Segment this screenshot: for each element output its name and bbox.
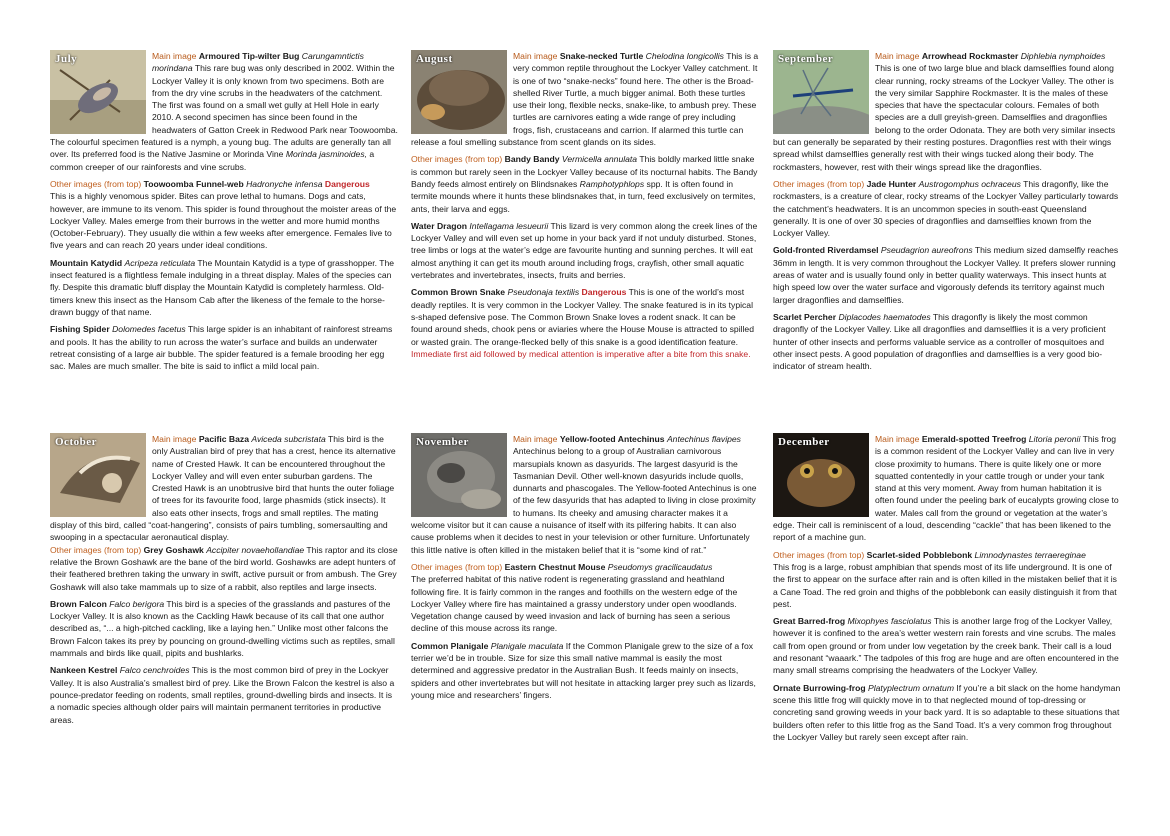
other-images-label: Other images (from top) bbox=[773, 549, 865, 560]
other-entry bbox=[50, 598, 398, 659]
main-image-label: Main image bbox=[875, 434, 920, 444]
species-name: Gold-fronted Riverdamsel bbox=[773, 245, 879, 256]
species-name: Brown Falcon bbox=[50, 598, 107, 609]
scientific-name: Mixophyes fasciolatus bbox=[847, 616, 932, 627]
december-section bbox=[773, 433, 1121, 748]
main-image-label: Main image bbox=[513, 51, 558, 61]
october-section bbox=[50, 433, 398, 731]
species-name: Pacific Baza bbox=[198, 434, 249, 444]
december-photo bbox=[773, 433, 869, 517]
scientific-name: Planigale maculata bbox=[490, 640, 564, 651]
description: This is the most common bird of prey in the Lockyer Valley. It is also Australia’s smallest bird of prey. Like the Brown Falcon the kestrel is also a pounce-predator feeding on rodents, small reptiles, ground-dwelling birds and insects. It is a nomadic species although older pairs will maintain permanent territories in productive areas. bbox=[50, 665, 395, 725]
description: Antechinus belong to a group of Australian carnivorous marsupials known as dasyurids. The largest dasyurid is the Tasmanian Devil. Other well-known dasyurids include quolls, dunnarts and phascogales. The Yellow-footed Antechinus is one of the few dasyurids that has adapted to living in close proximity to humans. Its cheeky and amusing character makes it a welcome visitor but it can cause a nuisance of itself with its pilfering habits. It can also cause problems when it decides to nest in your television or other furniture. Unfortunately this little native is often killed in the mistaken belief that it is “some kind of rat.” bbox=[411, 446, 757, 555]
species-name: Scarlet Percher bbox=[773, 311, 837, 322]
description: a common creeper of our rainforests and vine scrubs. bbox=[50, 149, 375, 172]
description: This lizard is very common along the creek lines of the Lockyer Valley and will even set up home in your back yard if not unduly disturbed. Stones, tree limbs or logs at the water’s edge are favourite hunting and sunning perches. It will eat almost anything it can get its mouth around including frogs, crayfish, other small aquatic vertebrates and invertebrates, insects, fruits and berries. bbox=[411, 220, 758, 281]
other-entry bbox=[773, 615, 1121, 676]
september-photo bbox=[773, 50, 869, 134]
description: This medium sized damselfly reaches 36mm in length. It is very common throughout the Lockyer Valley. It prefers slower running areas of water and is usually found only in better quality waterways. This insect hunts at high speed low over the water surface and vigorously defends its territory against much larger dragonflies and damselflies. bbox=[773, 245, 1119, 305]
description: This raptor and its close relative the Brown Goshawk are the bane of the bird world. Goshawks are adept hunters of their feathered brethren taking the unwary in swift, active pursuit or from ambush. The Grey Goshawk will also take mammals up to size of a rabbit, also reptiles and large insects. bbox=[50, 544, 398, 592]
description: This dragonfly is likely the most common dragonfly of the Lockyer Valley. Like all dragonflies and damselflies it is a very proficient hunter of other insects and performs valuable service as a controller of mosquitoes and other insect pests. A good population of dragonflies and damselflies is a very good bio-indicator of stream health. bbox=[773, 311, 1106, 372]
description: The Mountain Katydid is a type of grasshopper. The insect featured is a flightless female indulging in a threat display. Males of the species can fly. Despite this dramatic bluff display the Mountain Katydid is completely harmless. Old-timers knew this insect as the Hansom Cab after the likeness of the female to the horse-drawn buggy of that name. bbox=[50, 257, 395, 317]
scientific-name: Acripeza reticulata bbox=[124, 257, 196, 268]
species-name: Bandy Bandy bbox=[504, 154, 560, 165]
scientific-name: Falco berigora bbox=[109, 598, 165, 609]
description: This is another large frog of the Lockyer Valley, however it is confined to the area’s wetter western rain forests and vine scrubs. The males call from open ground or from under low vegetation by the creek bank. Their call is a loud and resonant “waaark.” The tadpoles of this frog are huge and are often encountered in the many small streams comprising the headwaters of the Lockyer Valley. bbox=[773, 616, 1119, 676]
first-aid-warning: Immediate first aid followed by medical attention is imperative after a bite from this snake. bbox=[411, 348, 751, 359]
other-images-label: Other images (from top) bbox=[411, 561, 503, 572]
description: This boldly marked little snake is common but rarely seen in the Lockyer Valley because of its nocturnal habits. The Bandy Bandy feeds almost entirely on Blindsnakes bbox=[411, 154, 758, 189]
month-label: October bbox=[55, 436, 97, 448]
species-name: Great Barred-frog bbox=[773, 616, 846, 627]
other-entry bbox=[773, 549, 1121, 610]
august-section bbox=[411, 50, 759, 365]
description: This is one of the world’s most deadly reptiles. It is very common in the Lockyer Valley. The snake featured is in its typical s-shaped defensive pose. The Common Brown Snake loves a rodent snack. It can be found around sheds, chook pens or aviaries where the House Mouse is attracted to spilled or wasted grain. The orange-flecked belly of this snake is a good identification feature. bbox=[411, 287, 754, 347]
other-entry bbox=[773, 311, 1121, 372]
species-name: Emerald-spotted Treefrog bbox=[921, 434, 1027, 444]
scientific-name: Pseudonaja textilis bbox=[507, 287, 580, 298]
scientific-name: Aviceda subcristata bbox=[251, 434, 326, 444]
scientific-name: Antechinus flavipes bbox=[666, 434, 741, 444]
other-entry bbox=[773, 682, 1121, 743]
scientific-name: Carungamntictis morindana bbox=[152, 51, 364, 74]
description: This frog is a common resident of the Lockyer Valley and can live in very close proximity to humans. There is quite likely one or more squatted contentedly in your cattle trough or under your tank stand at this very moment. Away from human habitation it is often found under the peeling bark of eucalypts growing close to water. Males call from the ground or vegetation at the water’s edge. Their call is reminiscent of a loud, descending “cackle” that has been likened to the report of a machine gun. bbox=[773, 434, 1119, 543]
description: If you’re a bit slack on the home handyman scene this little frog will quickly move in to that neglected mound of top-dressing or concreting sand growing weeds in your back yard. It is so adaptable to these situations that builders often refer to this little frog as the Sand Toad. It’s a very common frog throughout the Lockyer Valley but rarely seen except after rain. bbox=[773, 682, 1121, 742]
scientific-name: Chelodina longicollis bbox=[645, 51, 724, 61]
scientific-name: Platyplectrum ornatum bbox=[868, 682, 954, 693]
scientific-name: Diplacodes haematodes bbox=[838, 311, 931, 322]
scientific-name: Pseudomys gracilicaudatus bbox=[607, 561, 713, 572]
other-entry bbox=[411, 286, 759, 360]
other-entry bbox=[773, 244, 1121, 305]
description: This is a highly venomous spider. Bites can prove lethal to humans. Dogs and cats, however, are immune to its venom. This spider is found throughout the moister areas of the Lockyer Valley. Males emerge from their burrows in the wetter and more humid months (October-February). They usually die within a few weeks after emergence. Females live to five years and can reach 20 years under ideal conditions. bbox=[50, 191, 397, 251]
description: spp. It is often found in termite mounds where it hunts these blindsnakes that, in turn, feed exclusively on termites, ants, their larva and eggs. bbox=[411, 178, 756, 214]
description: This bird is the only Australian bird of prey that has a crest, hence its alternative name of Crested Hawk. It can be encountered throughout the Lockyer Valley and will even enter suburban gardens. The Crested Hawk is an unobtrusive bird that hunts the outer foliage of trees for its favourite food, large phasmids (stick insects). It also eats other insects, frogs and small reptiles. The mating display of this bird, called “coat-hangering”, consists of pairs tumbling, somersaulting and swooping in a spectacular aeronautical display. bbox=[50, 434, 396, 543]
description: The preferred habitat of this native rodent is regenerating grassland and heathland following fire. It is fairly common in the ranges and foothills on the western edge of the Lockyer Valley where fire has maintained a grassy understory under open woodlands. Vegetation change caused by weed invasion and lack of burning has seen a serious decline of this mouse across its range. bbox=[411, 574, 738, 634]
month-label: December bbox=[778, 436, 830, 448]
scientific-name: Falco cenchroides bbox=[119, 665, 190, 676]
species-name: Yellow-footed Antechinus bbox=[559, 434, 665, 444]
month-label: July bbox=[55, 53, 78, 65]
species-name: Scarlet-sided Pobblebonk bbox=[866, 549, 973, 560]
dangerous-badge: Dangerous bbox=[581, 287, 627, 298]
main-image-label: Main image bbox=[152, 434, 197, 444]
other-entry bbox=[411, 561, 759, 635]
other-entry bbox=[50, 257, 398, 318]
scientific-name: Limnodynastes terraereginae bbox=[974, 549, 1086, 560]
scientific-name: Accipiter novaehollandiae bbox=[206, 544, 305, 555]
october-photo bbox=[50, 433, 146, 517]
other-images-label: Other images (from top) bbox=[773, 178, 865, 189]
july-photo bbox=[50, 50, 146, 134]
description: If the Common Planigale grew to the size of a fox terrier we’d be in trouble. Size for size this small native mammal is easily the most determined and aggressive predator in the Australian Bush. It feeds mainly on insects, spiders and other invertebrates but will not hesitate in attacking larger prey such as lizards, young mice and researchers’ fingers. bbox=[411, 640, 756, 700]
scientific-name: Morinda jasminoides, bbox=[285, 149, 368, 160]
july-section bbox=[50, 50, 398, 377]
species-name: Grey Goshawk bbox=[143, 544, 204, 555]
other-entry bbox=[50, 323, 398, 372]
species-name: Common Brown Snake bbox=[411, 287, 506, 298]
other-entry bbox=[411, 640, 759, 701]
species-name: Common Planigale bbox=[411, 640, 489, 651]
species-name: Jade Hunter bbox=[866, 178, 917, 189]
month-label: August bbox=[416, 53, 453, 65]
species-name: Water Dragon bbox=[411, 220, 468, 231]
species-name: Toowoomba Funnel-web bbox=[143, 178, 244, 189]
species-name: Snake-necked Turtle bbox=[559, 51, 644, 61]
scientific-name: Pseudagrion aureofrons bbox=[880, 245, 973, 256]
species-name: Fishing Spider bbox=[50, 324, 110, 335]
november-photo bbox=[411, 433, 507, 517]
other-images-label: Other images (from top) bbox=[50, 544, 142, 555]
scientific-name: Diphlebia nymphoides bbox=[1020, 51, 1106, 61]
description: This dragonfly, like the rockmasters, is a creature of clear, rocky streams of the Lockyer Valley particularly towards the catchment’s headwaters. It is an uncommon species in south-east Queensland generally. It is one of over 30 species of dragonflies and damselflies known from the Lockyer Valley. bbox=[773, 178, 1119, 239]
species-name: Eastern Chestnut Mouse bbox=[504, 561, 606, 572]
species-name: Mountain Katydid bbox=[50, 257, 123, 268]
scientific-name: Litoria peronii bbox=[1028, 434, 1081, 444]
dangerous-badge: Dangerous bbox=[324, 178, 370, 189]
main-image-label: Main image bbox=[152, 51, 197, 61]
other-images-label: Other images (from top) bbox=[50, 178, 142, 189]
september-section bbox=[773, 50, 1121, 377]
species-name: Arrowhead Rockmaster bbox=[921, 51, 1019, 61]
other-entry bbox=[50, 664, 398, 725]
scientific-name: Austrogomphus ochraceus bbox=[918, 178, 1021, 189]
description: This is a very common reptile throughout the Lockyer Valley catchment. It is one of two “snake-necks” found here. The other is the Broad-shelled River Turtle, a much bigger animal. Both these turtles use their long, flexible necks, snake-like, to ambush prey. These turtles are carnivores eating a wide range of prey including frogs, fish, crustaceans and carrion. If alarmed this turtle can release a foul smelling substance from scent glands on its sides. bbox=[411, 51, 759, 148]
species-name: Ornate Burrowing-frog bbox=[773, 682, 866, 693]
description: This frog is a large, robust amphibian that spends most of its life underground. It is one of the first to appear on the surface after rain and is often killed in the mistaken belief that it is a Cane Toad. The red groin and thighs of the pobblebonk can easily distinguish it from that pest. bbox=[773, 561, 1117, 609]
scientific-name: Vermicella annulata bbox=[561, 154, 638, 165]
november-section bbox=[411, 433, 759, 706]
scientific-name: Ramphotyphlops bbox=[579, 178, 645, 189]
other-entry bbox=[411, 153, 759, 214]
other-entry bbox=[773, 178, 1121, 239]
description: This rare bug was only described in 2002. Within the Lockyer Valley it is only known from two specimens. Both are from the dry vine scrubs in the headwaters of the catchment. The first was found on a small wet gully at Hell Hole in early 2010. A second specimen has since been found in the headwaters of Gatton Creek in Redwood Park near Toowoomba. The colourful specimen featured is a nymph, a young bug. The adults are generally tan all over. Its preferred food is the Native Jasmine or Morinda Vine bbox=[50, 63, 398, 160]
description: This is one of two large blue and black damselflies found along clear running, rocky streams of the Lockyer Valley. The other is the very similar Sapphire Rockmaster. It is the males of these species that have the spectacular colours. Females of both species are a dull greyish-green. Damselflies and dragonflies belong to the order Odonata. They are both very similar insects but can generally be separated by their resting postures. Dragonflies rest with their wings spread whilst damselflies generally rest with their wings tucked along their body. The rockmasters, however, rest with their wings spread like the dragonflies. bbox=[773, 63, 1116, 172]
description: This bird is a species of the grasslands and pastures of the Lockyer Valley. It is also known as the Cackling Hawk because of its call that one author described as, “... a high-pitched cackling, like a laying hen.” Unlike most other falcons the Brown Falcon takes its prey by pouncing on ground-dwelling victims such as reptiles, small mammals and birds like quail, pipits and bushlarks. bbox=[50, 598, 395, 659]
scientific-name: Hadronyche infensa bbox=[246, 178, 323, 189]
scientific-name: Dolomedes facetus bbox=[112, 324, 186, 335]
main-image-label: Main image bbox=[875, 51, 920, 61]
species-name: Armoured Tip-wilter Bug bbox=[198, 51, 300, 61]
other-entry bbox=[411, 220, 759, 281]
other-images-label: Other images (from top) bbox=[411, 154, 503, 165]
main-image-label: Main image bbox=[513, 434, 558, 444]
month-label: September bbox=[778, 53, 834, 65]
scientific-name: Intellagama lesueurii bbox=[469, 220, 549, 231]
other-entry bbox=[50, 178, 398, 252]
month-label: November bbox=[416, 436, 469, 448]
description: This large spider is an inhabitant of rainforest streams and pools. It has the ability to run across the water’s surface and builds an underwater retreat consisting of a large air bubble. The spider featured is a female brooding her egg sac. Males are much smaller. The bite is said to inflict a mild local pain. bbox=[50, 324, 393, 372]
august-photo bbox=[411, 50, 507, 134]
species-name: Nankeen Kestrel bbox=[50, 665, 118, 676]
